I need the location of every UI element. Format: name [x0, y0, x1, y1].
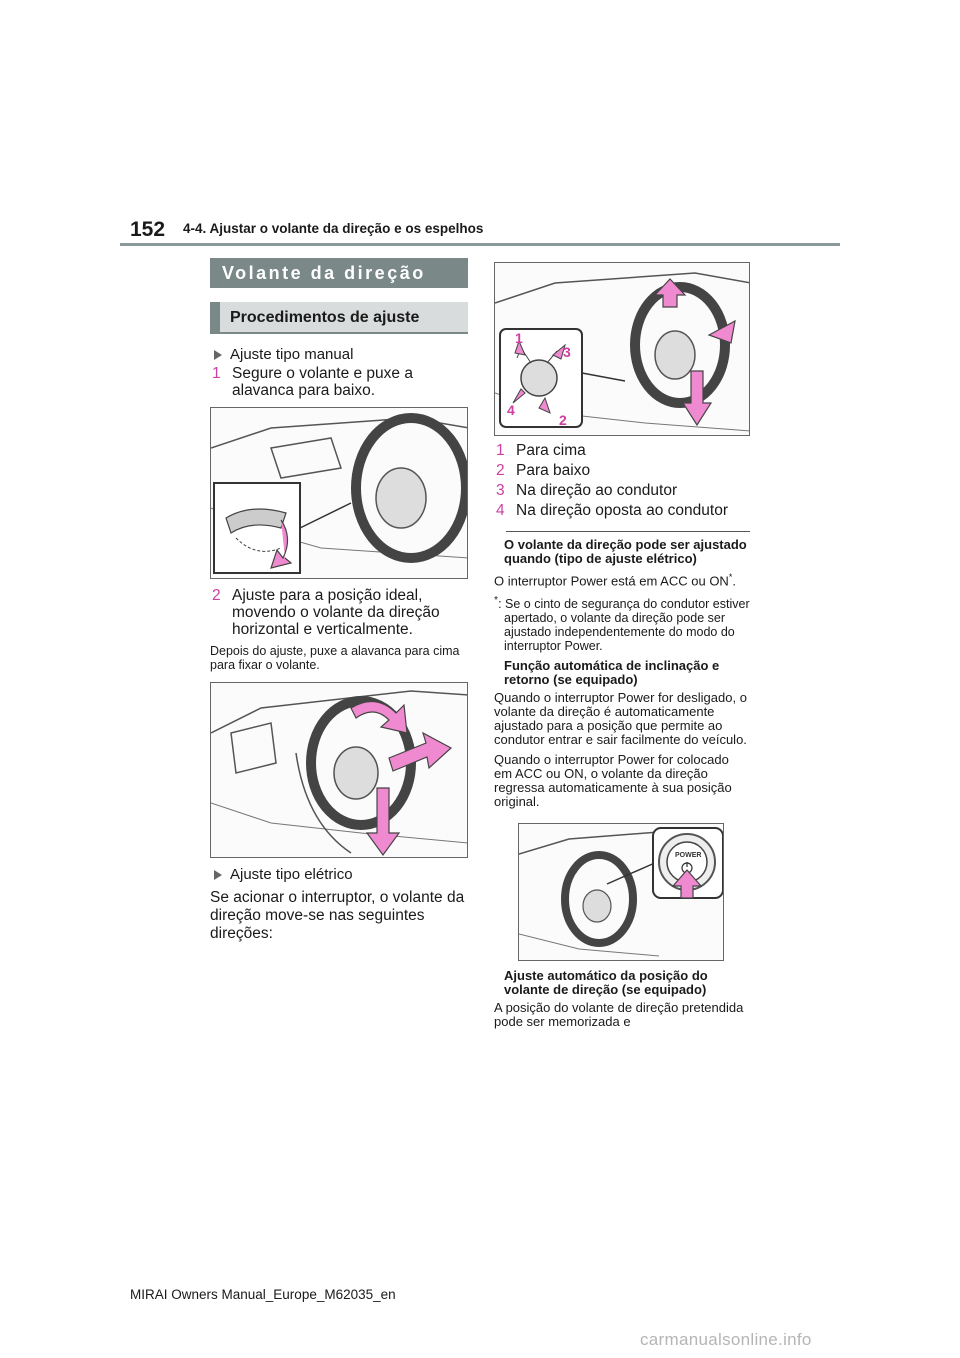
direction-number: 2: [496, 462, 505, 479]
direction-list: [494, 442, 750, 519]
direction-number: 3: [496, 482, 505, 499]
direction-item: [494, 442, 750, 459]
manual-lever-illustration: [210, 407, 468, 579]
callout-1: 1: [515, 330, 523, 346]
callout-3: 3: [563, 344, 571, 360]
header-rule: [120, 243, 840, 246]
right-column: [494, 262, 750, 1035]
steering-lever-icon: [211, 408, 468, 579]
callout-4: 4: [507, 402, 515, 418]
subsection-title: Procedimentos de ajuste: [210, 302, 468, 334]
note2-paragraph-1: Quando o interruptor Power for desligado, o volante da direção é automaticamente ajustado para a posição que permite ao condutor entrar e sair facilmente do veículo.: [494, 690, 747, 748]
callout-2: 2: [559, 412, 567, 428]
note1-text: O interruptor Power está em ACC ou ON*.: [494, 572, 736, 589]
page-number: 152: [130, 218, 166, 241]
power-switch-illustration: [518, 823, 724, 961]
direction-label: Para cima: [516, 442, 586, 459]
direction-label: Para baixo: [516, 462, 591, 479]
manual-bullet: [210, 346, 468, 363]
section-title: Volante da direção: [210, 258, 468, 288]
left-column: [210, 258, 468, 943]
note-divider: [506, 531, 750, 532]
step-2-number: 2: [212, 587, 221, 604]
step-2: [210, 587, 468, 638]
note2-title: Função automática de inclinação e retorno (se equipado): [504, 658, 720, 688]
header-section-title: 4-4. Ajustar o volante da direção e os espelhos: [183, 221, 484, 236]
triangle-bullet-icon: [214, 870, 222, 880]
electric-bullet-text: Ajuste tipo elétrico: [230, 866, 353, 883]
footnote: *: Se o cinto de segurança do condutor estiver apertado, o volante da direção pode ser ajustado independentemente do modo do interruptor Power.: [494, 595, 750, 654]
triangle-bullet-icon: [214, 350, 222, 360]
direction-label: Na direção ao condutor: [516, 482, 678, 499]
electric-text: Se acionar o interruptor, o volante da direção move-se nas seguintes direções:: [210, 889, 465, 942]
direction-item: [494, 462, 750, 479]
note3-text: A posição do volante de direção pretendida pode ser memorizada e: [494, 1000, 744, 1030]
power-switch-icon: [519, 824, 724, 961]
direction-item: [494, 482, 750, 499]
step-1: [210, 365, 468, 399]
direction-item: [494, 502, 750, 519]
step-1-number: 1: [212, 365, 221, 382]
note3-title: Ajuste automático da posição do volante de direção (se equipado): [504, 968, 708, 998]
note1-title: O volante da direção pode ser ajustado quando (tipo de ajuste elétrico): [504, 537, 747, 566]
electric-adjust-illustration: [494, 262, 750, 436]
direction-number: 1: [496, 442, 505, 459]
steering-switch-icon: [495, 263, 750, 436]
manual-bullet-text: Ajuste tipo manual: [230, 346, 354, 363]
steering-wheel-icon: [211, 683, 468, 858]
step-2-text: Ajuste para a posição ideal, movendo o volante da direção horizontal e verticalmente.: [232, 587, 440, 638]
direction-number: 4: [496, 502, 505, 519]
power-label: POWER: [675, 852, 702, 860]
note2-paragraph-2: Quando o interruptor Power for colocado em ACC ou ON, o volante da direção regressa automaticamente à sua posição original.: [494, 752, 732, 810]
after-adjust-note: Depois do ajuste, puxe a alavanca para cima para fixar o volante.: [210, 644, 460, 672]
footer-text: MIRAI Owners Manual_Europe_M62035_en: [130, 1287, 396, 1302]
electric-bullet: [210, 866, 468, 883]
direction-label: Na direção oposta ao condutor: [516, 502, 728, 519]
step-1-text: Segure o volante e puxe a alavanca para baixo.: [232, 365, 413, 399]
manual-adjust-illustration: [210, 682, 468, 858]
watermark: carmanualsonline.info: [640, 1330, 812, 1349]
